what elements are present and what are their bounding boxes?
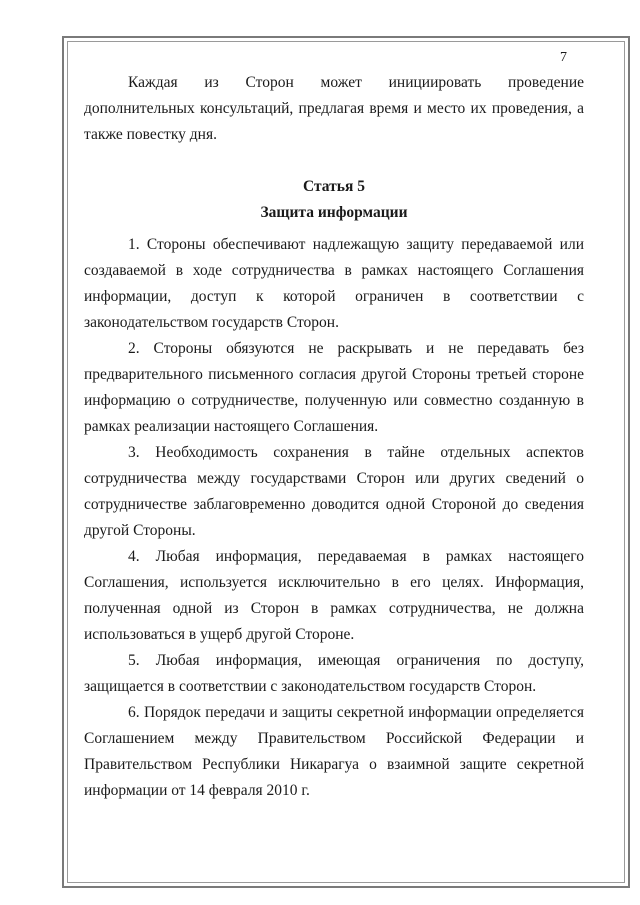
section-spacer <box>84 148 584 174</box>
clause-6: 6. Порядок передачи и защиты секретной информации определяется Соглашением между Правительством Российской Федерации и Правительством Республики Никарагуа о взаимной защите секретной информации от 14 февраля 2010 г. <box>84 704 584 799</box>
document-body <box>84 70 584 804</box>
clause-1: 1. Стороны обеспечивают надлежащую защиту передаваемой или создаваемой в ходе сотрудничества в рамках настоящего Соглашения информации, доступ к которой ограничен в соответствии с законодательством государств Сторон. <box>84 236 584 331</box>
page-number: 7 <box>560 50 567 65</box>
clause-3: 3. Необходимость сохранения в тайне отдельных аспектов сотрудничества между государствами Сторон или других сведений о сотрудничестве заблаговременно доводится одной Стороной до сведения другой Стороны. <box>84 444 584 539</box>
article-title: Статья 5 <box>303 178 365 195</box>
intro-paragraph: Каждая из Сторон может инициировать проведение дополнительных консультаций, предлагая время и место их проведения, а также повестку дня. <box>84 74 584 143</box>
clause-2: 2. Стороны обязуются не раскрывать и не передавать без предварительного письменного согласия другой Стороны третьей стороне информацию о сотрудничестве, полученную или совместно созданную в рамках реализации настоящего Соглашения. <box>84 340 584 435</box>
clause-4: 4. Любая информация, передаваемая в рамках настоящего Соглашения, используется исключительно в его целях. Информация, полученная одной из Сторон в рамках сотрудничества, не должна использоваться в ущерб другой Стороне. <box>84 548 584 643</box>
clause-5: 5. Любая информация, имеющая ограничения по доступу, защищается в соответствии с законодательством государств Сторон. <box>84 652 584 695</box>
article-subtitle: Защита информации <box>260 204 408 221</box>
